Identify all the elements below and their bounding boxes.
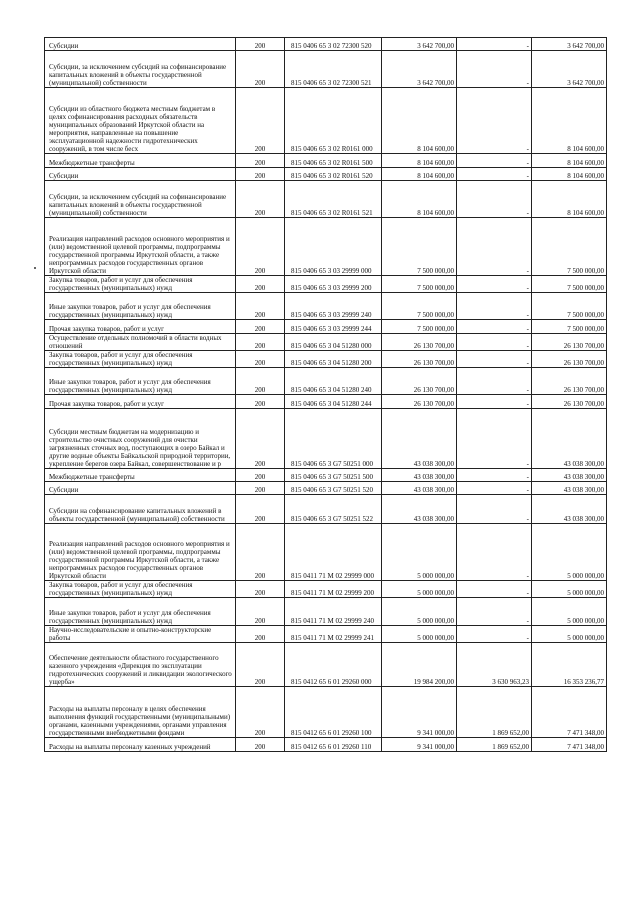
row-approved: 3 642 700,00 xyxy=(382,38,457,51)
row-executed: - xyxy=(457,154,532,168)
row-executed: - xyxy=(457,276,532,293)
row-remainder: 26 130 700,00 xyxy=(532,334,607,351)
row-executed: - xyxy=(457,168,532,181)
row-vid: 200 xyxy=(236,687,285,738)
row-vid: 200 xyxy=(236,88,285,154)
row-vid: 200 xyxy=(236,51,285,88)
row-name: Иные закупки товаров, работ и услуг для обеспечения государственных (муниципальных) нужд xyxy=(45,368,236,395)
row-executed: - xyxy=(457,38,532,51)
row-code: 815 0406 65 3 G7 50251 522 xyxy=(285,495,382,524)
table-row xyxy=(45,482,607,495)
row-remainder: 5 000 000,00 xyxy=(532,598,607,626)
row-code: 815 0406 65 3 G7 50251 000 xyxy=(285,409,382,469)
row-code: 815 0406 65 3 02 R0161 520 xyxy=(285,168,382,181)
row-approved: 43 038 300,00 xyxy=(382,482,457,495)
row-name: Реализация направлений расходов основного мероприятия и (или) ведомственной целевой программы, подпрограммы государственной программы Иркутской области, а также непрограммных расходов государственных органов Иркутской области xyxy=(45,218,236,276)
row-code: 815 0406 65 3 02 R0161 000 xyxy=(285,88,382,154)
row-vid: 200 xyxy=(236,154,285,168)
row-vid: 200 xyxy=(236,181,285,218)
row-remainder: 26 130 700,00 xyxy=(532,395,607,409)
table-row xyxy=(45,495,607,524)
row-code: 815 0406 65 3 02 72300 521 xyxy=(285,51,382,88)
row-approved: 7 500 000,00 xyxy=(382,320,457,334)
row-remainder: 43 038 300,00 xyxy=(532,495,607,524)
row-vid: 200 xyxy=(236,168,285,181)
row-executed: - xyxy=(457,334,532,351)
row-executed: - xyxy=(457,409,532,469)
row-name: Расходы на выплаты персоналу казенных учреждений xyxy=(45,738,236,752)
row-name: Закупка товаров, работ и услуг для обеспечения государственных (муниципальных) нужд xyxy=(45,276,236,293)
row-name: Иные закупки товаров, работ и услуг для обеспечения государственных (муниципальных) нужд xyxy=(45,293,236,320)
table-row xyxy=(45,334,607,351)
row-name: Обеспечение деятельности областного государственного казенного учреждения «Дирекция по эксплуатации гидротехнических сооружений и ликвидации экологического ущерба» xyxy=(45,643,236,687)
table-row xyxy=(45,293,607,320)
table-row xyxy=(45,154,607,168)
row-approved: 43 038 300,00 xyxy=(382,469,457,482)
row-executed: - xyxy=(457,395,532,409)
table-row xyxy=(45,598,607,626)
row-executed: - xyxy=(457,51,532,88)
row-executed: - xyxy=(457,293,532,320)
row-code: 815 0406 65 3 04 51280 000 xyxy=(285,334,382,351)
row-remainder: 26 130 700,00 xyxy=(532,368,607,395)
row-approved: 7 500 000,00 xyxy=(382,218,457,276)
row-approved: 26 130 700,00 xyxy=(382,334,457,351)
row-remainder: 3 642 700,00 xyxy=(532,51,607,88)
row-approved: 8 104 600,00 xyxy=(382,168,457,181)
row-vid: 200 xyxy=(236,495,285,524)
row-code: 815 0406 65 3 02 R0161 521 xyxy=(285,181,382,218)
row-code: 815 0411 71 M 02 29999 200 xyxy=(285,581,382,598)
row-code: 815 0406 65 3 02 72300 520 xyxy=(285,38,382,51)
table-row xyxy=(45,395,607,409)
row-name: Субсидии на софинансирование капитальных вложений в объекты государственной (муниципальной) собственности xyxy=(45,495,236,524)
table-row xyxy=(45,687,607,738)
row-approved: 5 000 000,00 xyxy=(382,626,457,643)
scan-speck xyxy=(34,267,36,269)
row-approved: 8 104 600,00 xyxy=(382,88,457,154)
row-name: Расходы на выплаты персоналу в целях обеспечения выполнения функций государственными (муниципальными) органами, казенными учреждениями, органами управления государственными внебюджетными фондами xyxy=(45,687,236,738)
row-name: Закупка товаров, работ и услуг для обеспечения государственных (муниципальных) нужд xyxy=(45,581,236,598)
row-approved: 8 104 600,00 xyxy=(382,154,457,168)
row-executed: 1 869 652,00 xyxy=(457,738,532,752)
row-name: Закупка товаров, работ и услуг для обеспечения государственных (муниципальных) нужд xyxy=(45,351,236,368)
row-remainder: 43 038 300,00 xyxy=(532,469,607,482)
row-executed: - xyxy=(457,218,532,276)
table-row xyxy=(45,643,607,687)
row-executed: 3 630 963,23 xyxy=(457,643,532,687)
row-code: 815 0411 71 M 02 29999 241 xyxy=(285,626,382,643)
budget-table xyxy=(44,37,607,752)
table-row xyxy=(45,276,607,293)
row-code: 815 0411 71 M 02 29999 000 xyxy=(285,524,382,581)
row-name: Субсидии, за исключением субсидий на софинансирование капитальных вложений в объекты государственной (муниципальной) собственности xyxy=(45,51,236,88)
row-remainder: 3 642 700,00 xyxy=(532,38,607,51)
row-vid: 200 xyxy=(236,395,285,409)
row-vid: 200 xyxy=(236,626,285,643)
row-remainder: 7 471 348,00 xyxy=(532,738,607,752)
row-executed: - xyxy=(457,88,532,154)
row-name: Субсидии xyxy=(45,482,236,495)
row-remainder: 7 500 000,00 xyxy=(532,293,607,320)
row-remainder: 16 353 236,77 xyxy=(532,643,607,687)
row-executed: - xyxy=(457,581,532,598)
row-code: 815 0406 65 3 G7 50251 520 xyxy=(285,482,382,495)
row-remainder: 7 471 348,00 xyxy=(532,687,607,738)
row-code: 815 0406 65 3 04 51280 200 xyxy=(285,351,382,368)
row-remainder: 26 130 700,00 xyxy=(532,351,607,368)
row-name: Реализация направлений расходов основного мероприятия и (или) ведомственной целевой программы, подпрограммы государственной программы Иркутской области, а также непрограммных расходов государственных органов Иркутской области xyxy=(45,524,236,581)
row-code: 815 0411 71 M 02 29999 240 xyxy=(285,598,382,626)
row-remainder: 5 000 000,00 xyxy=(532,524,607,581)
row-approved: 9 341 000,00 xyxy=(382,687,457,738)
table-row xyxy=(45,38,607,51)
row-remainder: 8 104 600,00 xyxy=(532,154,607,168)
row-name: Прочая закупка товаров, работ и услуг xyxy=(45,320,236,334)
row-approved: 26 130 700,00 xyxy=(382,395,457,409)
row-vid: 200 xyxy=(236,368,285,395)
row-vid: 200 xyxy=(236,598,285,626)
row-name: Субсидии xyxy=(45,168,236,181)
row-code: 815 0406 65 3 04 51280 240 xyxy=(285,368,382,395)
row-executed: - xyxy=(457,351,532,368)
row-vid: 200 xyxy=(236,524,285,581)
row-executed: - xyxy=(457,181,532,218)
row-vid: 200 xyxy=(236,38,285,51)
row-code: 815 0406 65 3 02 R0161 500 xyxy=(285,154,382,168)
table-row xyxy=(45,469,607,482)
table-row xyxy=(45,368,607,395)
row-name: Межбюджетные трансферты xyxy=(45,469,236,482)
row-vid: 200 xyxy=(236,482,285,495)
row-remainder: 8 104 600,00 xyxy=(532,88,607,154)
row-remainder: 7 500 000,00 xyxy=(532,218,607,276)
row-code: 815 0412 65 6 01 29260 100 xyxy=(285,687,382,738)
row-approved: 19 984 200,00 xyxy=(382,643,457,687)
table-row xyxy=(45,320,607,334)
row-approved: 43 038 300,00 xyxy=(382,495,457,524)
table-row xyxy=(45,88,607,154)
table-row xyxy=(45,581,607,598)
row-name: Прочая закупка товаров, работ и услуг xyxy=(45,395,236,409)
row-approved: 5 000 000,00 xyxy=(382,524,457,581)
row-approved: 7 500 000,00 xyxy=(382,276,457,293)
row-code: 815 0406 65 3 03 29999 240 xyxy=(285,293,382,320)
row-name: Субсидии, за исключением субсидий на софинансирование капитальных вложений в объекты государственной (муниципальной) собственности xyxy=(45,181,236,218)
row-vid: 200 xyxy=(236,351,285,368)
row-vid: 200 xyxy=(236,293,285,320)
table-row xyxy=(45,738,607,752)
row-executed: - xyxy=(457,495,532,524)
row-approved: 5 000 000,00 xyxy=(382,598,457,626)
row-executed: 1 869 652,00 xyxy=(457,687,532,738)
row-name: Субсидии местным бюджетам на модернизацию и строительство очистных сооружений для очистки загрязненных сточных вод, поступающих в озеро Байкал и другие водные объекты Байкальской природной территории, укрепление берегов озера Байкал, совершенствование и р xyxy=(45,409,236,469)
row-approved: 5 000 000,00 xyxy=(382,581,457,598)
row-code: 815 0406 65 3 03 29999 000 xyxy=(285,218,382,276)
row-vid: 200 xyxy=(236,320,285,334)
row-approved: 9 341 000,00 xyxy=(382,738,457,752)
table-row xyxy=(45,51,607,88)
row-remainder: 8 104 600,00 xyxy=(532,168,607,181)
row-vid: 200 xyxy=(236,643,285,687)
row-name: Научно-исследовательские и опытно-конструкторские работы xyxy=(45,626,236,643)
row-approved: 8 104 600,00 xyxy=(382,181,457,218)
row-vid: 200 xyxy=(236,334,285,351)
row-remainder: 7 500 000,00 xyxy=(532,276,607,293)
row-vid: 200 xyxy=(236,409,285,469)
row-vid: 200 xyxy=(236,276,285,293)
row-executed: - xyxy=(457,482,532,495)
budget-table-body xyxy=(45,38,607,752)
row-remainder: 43 038 300,00 xyxy=(532,409,607,469)
row-name: Межбюджетные трансферты xyxy=(45,154,236,168)
table-row xyxy=(45,351,607,368)
row-executed: - xyxy=(457,524,532,581)
row-code: 815 0406 65 3 G7 50251 500 xyxy=(285,469,382,482)
row-vid: 200 xyxy=(236,218,285,276)
row-executed: - xyxy=(457,368,532,395)
row-vid: 200 xyxy=(236,738,285,752)
row-code: 815 0412 65 6 01 29260 000 xyxy=(285,643,382,687)
table-row xyxy=(45,218,607,276)
row-executed: - xyxy=(457,598,532,626)
row-approved: 26 130 700,00 xyxy=(382,351,457,368)
row-remainder: 43 038 300,00 xyxy=(532,482,607,495)
row-vid: 200 xyxy=(236,469,285,482)
row-approved: 26 130 700,00 xyxy=(382,368,457,395)
row-remainder: 5 000 000,00 xyxy=(532,581,607,598)
row-name: Иные закупки товаров, работ и услуг для обеспечения государственных (муниципальных) нужд xyxy=(45,598,236,626)
row-executed: - xyxy=(457,320,532,334)
row-name: Субсидии xyxy=(45,38,236,51)
row-executed: - xyxy=(457,469,532,482)
table-row xyxy=(45,626,607,643)
table-row xyxy=(45,409,607,469)
row-code: 815 0412 65 6 01 29260 110 xyxy=(285,738,382,752)
row-remainder: 5 000 000,00 xyxy=(532,626,607,643)
row-name: Субсидии из областного бюджета местным бюджетам в целях софинансирования расходных обязательств муниципальных образований Иркутской области на мероприятия, направленные на повышение эксплуатационной надежности гидротехнических сооружений, в том числе бесх xyxy=(45,88,236,154)
table-row xyxy=(45,168,607,181)
table-row xyxy=(45,181,607,218)
row-code: 815 0406 65 3 03 29999 200 xyxy=(285,276,382,293)
row-vid: 200 xyxy=(236,581,285,598)
row-name: Осуществление отдельных полномочий в области водных отношений xyxy=(45,334,236,351)
row-remainder: 7 500 000,00 xyxy=(532,320,607,334)
row-code: 815 0406 65 3 04 51280 244 xyxy=(285,395,382,409)
row-approved: 3 642 700,00 xyxy=(382,51,457,88)
row-remainder: 8 104 600,00 xyxy=(532,181,607,218)
table-row xyxy=(45,524,607,581)
row-code: 815 0406 65 3 03 29999 244 xyxy=(285,320,382,334)
row-executed: - xyxy=(457,626,532,643)
row-approved: 43 038 300,00 xyxy=(382,409,457,469)
row-approved: 7 500 000,00 xyxy=(382,293,457,320)
